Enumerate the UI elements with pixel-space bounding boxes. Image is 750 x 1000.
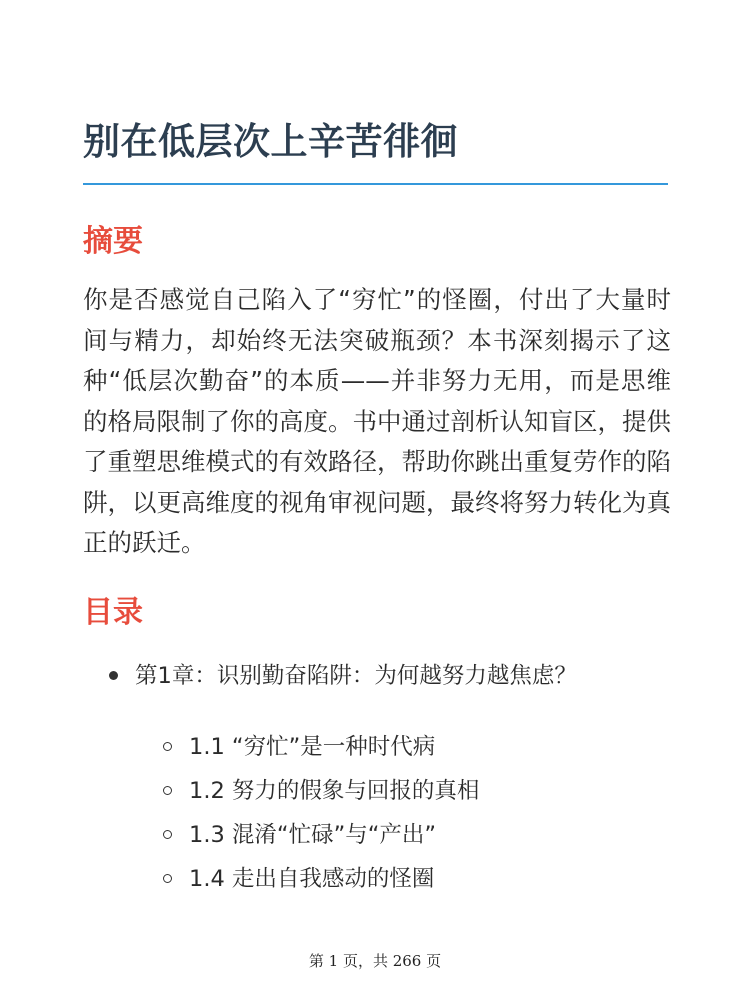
page-number-footer: 第 1 页，共 266 页 [308, 952, 442, 970]
bullet-circle-icon [163, 786, 172, 795]
toc-section-label: 1.3 混淆“忙碌”与“产出” [189, 822, 437, 848]
abstract-text: 你是否感觉自己陷入了“穷忙”的怪圈，付出了大量时间与精力，却始终无法突破瓶颈？本书深刻揭示了这种“低层次勤奋”的本质——并非努力无用，而是思维的格局限制了你的高度。书中通过剖析认知盲区，提供了重塑思维模式的有效路径，帮助你跳出重复劳作的陷阱，以更高维度的视角审视问题，最终将努力转化为真正的跃迁。 [83, 285, 671, 557]
toc-section-item [83, 857, 668, 901]
abstract-heading: 摘要 [83, 224, 143, 259]
bullet-circle-icon [163, 874, 172, 883]
toc-section-label: 1.4 走出自我感动的怪圈 [189, 866, 435, 892]
toc-section-item [83, 813, 668, 857]
bullet-circle-icon [163, 742, 172, 751]
document-title: 别在低层次上辛苦徘徊 [83, 120, 458, 163]
toc-section-label: 1.2 努力的假象与回报的真相 [189, 778, 480, 804]
toc-chapter-item [83, 655, 668, 901]
toc-section-list [135, 725, 668, 901]
toc-section-label: 1.1 “穷忙”是一种时代病 [189, 734, 436, 760]
toc-section-item [83, 769, 668, 813]
bullet-disc-icon [109, 671, 118, 680]
table-of-contents [83, 655, 668, 901]
toc-chapter-label: 第1章：识别勤奋陷阱：为何越努力越焦虑？ [135, 663, 577, 689]
toc-section-item [83, 725, 668, 769]
toc-heading: 目录 [83, 595, 143, 630]
title-divider [83, 183, 668, 185]
bullet-circle-icon [163, 830, 172, 839]
document-page [83, 0, 671, 1000]
